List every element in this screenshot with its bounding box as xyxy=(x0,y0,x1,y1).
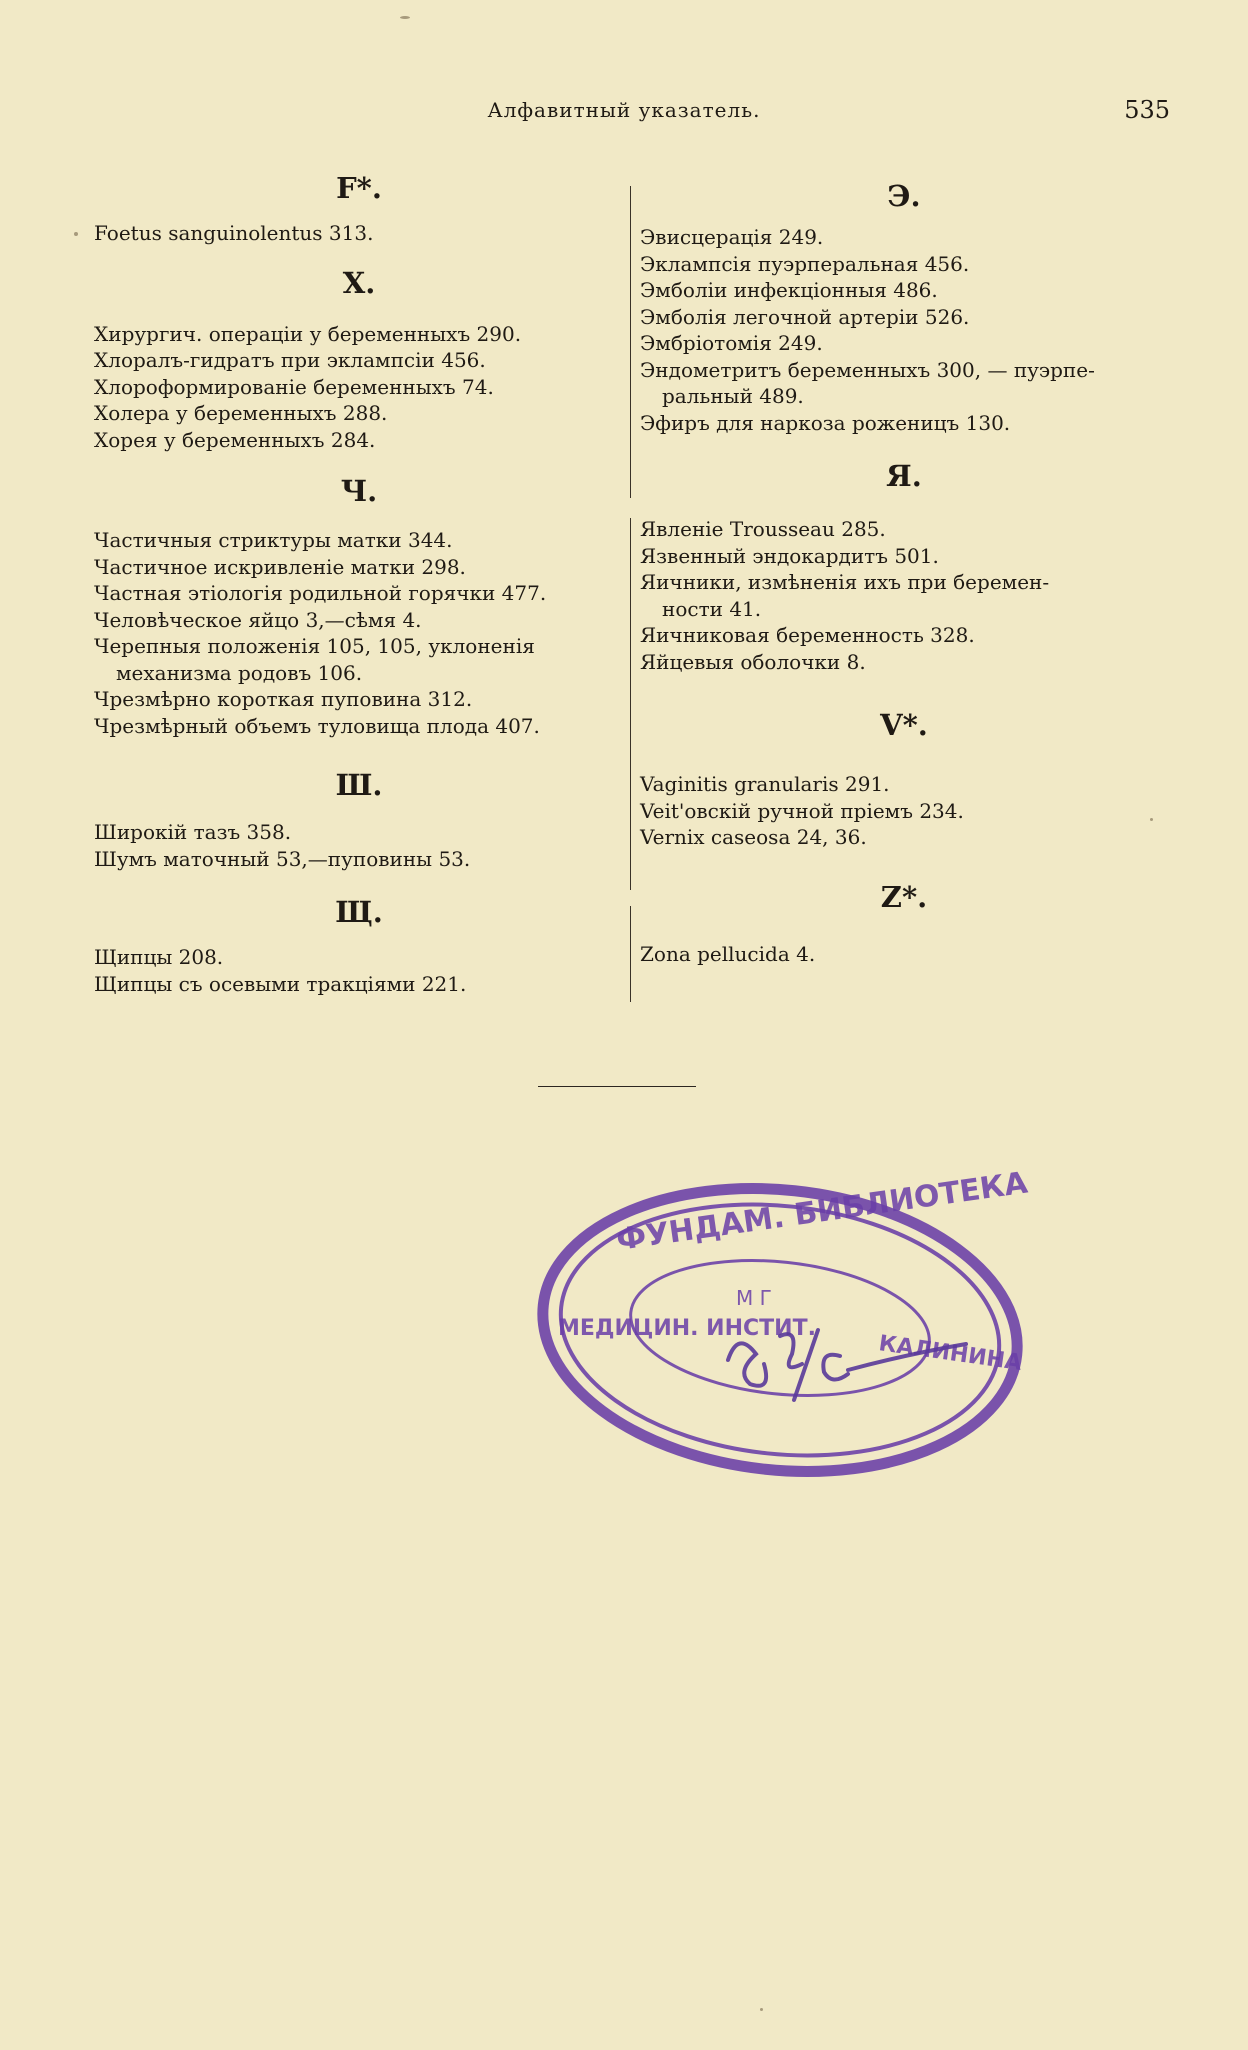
index-section xyxy=(94,259,624,454)
index-entry: Zona pellucida 4. xyxy=(640,941,816,966)
stamp-graphic xyxy=(518,1160,1038,1490)
index-entry: Чрезмѣрный объемъ туловища плода 407. xyxy=(94,713,540,738)
index-entry: Язвенный эндокардитъ 501. xyxy=(640,543,939,568)
index-entry: Эмболія легочной артеріи 526. xyxy=(640,304,970,329)
section-letter: V*. xyxy=(880,708,928,742)
column-divider xyxy=(630,186,631,498)
page-number: 535 xyxy=(1124,96,1170,124)
index-entry: Эмбріотомія 249. xyxy=(640,331,823,355)
svg-text:МЕДИЦИН. ИНСТИТ.: МЕДИЦИН. ИНСТИТ. xyxy=(558,1316,816,1341)
section-letter: F*. xyxy=(336,171,382,205)
index-section xyxy=(640,172,1168,436)
running-title: Алфавитный указатель. xyxy=(487,98,761,122)
index-section xyxy=(640,873,1168,968)
svg-text:КАЛИНИНА: КАЛИНИНА xyxy=(877,1331,1024,1376)
entry-list xyxy=(640,941,1168,968)
index-entry: Foetus sanguinolentus 313. xyxy=(94,221,374,245)
entry-list xyxy=(640,771,1168,851)
entry-list xyxy=(94,819,624,872)
paper-speck xyxy=(74,232,78,236)
entry-list xyxy=(94,944,624,997)
index-entry: механизма родовъ 106. xyxy=(116,660,363,685)
section-letter: Щ. xyxy=(335,895,383,929)
entry-list xyxy=(94,321,624,454)
index-entry: Яйцевыя оболочки 8. xyxy=(640,649,866,674)
index-entry: Частичныя стриктуры матки 344. xyxy=(94,528,453,552)
index-entry: ности 41. xyxy=(662,596,762,621)
svg-text:ФУНДАМ. БИБЛИОТЕКА: ФУНДАМ. БИБЛИОТЕКА xyxy=(614,1165,1030,1258)
index-entry: Явленіе Trousseau 285. xyxy=(640,517,886,541)
left-index-column xyxy=(94,162,624,997)
index-entry: Эндометритъ беременныхъ 300, — пуэрпе- xyxy=(640,357,1095,382)
section-letter: Я. xyxy=(886,459,922,493)
entry-list xyxy=(640,516,1168,675)
index-entry: Холера у беременныхъ 288. xyxy=(94,401,388,425)
index-section xyxy=(94,164,624,247)
index-section xyxy=(640,452,1168,675)
closing-rule xyxy=(538,1086,696,1087)
index-entry: Vaginitis granularis 291. xyxy=(640,772,890,796)
section-letter: X. xyxy=(342,265,376,300)
section-letter: Ш. xyxy=(335,768,383,802)
section-letter: Z*. xyxy=(880,879,928,914)
index-entry: Хирургич. операціи у беременныхъ 290. xyxy=(94,321,522,346)
index-entry: Эфиръ для наркоза роженицъ 130. xyxy=(640,410,1011,435)
entry-list xyxy=(94,220,624,247)
index-entry: Щипцы 208. xyxy=(94,945,224,969)
index-entry: Эклампсія пуэрперальная 456. xyxy=(640,251,970,276)
index-section xyxy=(640,701,1168,851)
entry-list xyxy=(640,224,1168,436)
index-entry: Veit'овскій ручной пріемъ 234. xyxy=(640,798,964,823)
section-letter: Э. xyxy=(887,179,921,213)
index-entry: Эвисцерація 249. xyxy=(640,225,824,249)
index-entry: Человѣческое яйцо 3,—сѣмя 4. xyxy=(94,607,422,632)
index-entry: Широкій тазъ 358. xyxy=(94,820,292,844)
paper-speck xyxy=(760,2008,763,2011)
index-entry: Частная этіологія родильной горячки 477. xyxy=(94,581,547,605)
index-entry: Чрезмѣрно короткая пуповина 312. xyxy=(94,687,473,711)
column-divider xyxy=(630,906,631,1002)
index-entry: Хлороформированіе беременныхъ 74. xyxy=(94,374,494,399)
svg-text:М Г: М Г xyxy=(736,1286,772,1310)
index-section xyxy=(94,888,624,997)
right-index-column xyxy=(640,162,1168,967)
paper-speck xyxy=(400,16,410,19)
library-stamp xyxy=(518,1160,1038,1490)
index-section xyxy=(94,467,624,739)
index-entry: Шумъ маточный 53,—пуповины 53. xyxy=(94,846,471,871)
index-entry: Частичное искривленіе матки 298. xyxy=(94,554,466,579)
column-divider xyxy=(630,518,631,890)
entry-list xyxy=(94,527,624,739)
page-header xyxy=(0,98,1248,132)
paper-speck xyxy=(1150,818,1153,821)
section-letter: Ч. xyxy=(340,474,378,508)
index-section xyxy=(94,761,624,872)
index-entry: Яичниковая беременность 328. xyxy=(640,623,975,647)
index-entry: Щипцы съ осевыми тракціями 221. xyxy=(94,971,467,996)
index-entry: Хорея у беременныхъ 284. xyxy=(94,427,376,452)
index-entry: Черепныя положенія 105, 105, уклоненія xyxy=(94,634,535,658)
index-entry: Яичники, измѣненія ихъ при беремен- xyxy=(640,570,1050,594)
index-entry: ральный 489. xyxy=(662,384,804,408)
index-entry: Vernix caseosa 24, 36. xyxy=(640,825,867,849)
index-entry: Эмболіи инфекціонныя 486. xyxy=(640,278,938,302)
index-entry: Хлоралъ-гидратъ при эклампсіи 456. xyxy=(94,348,486,372)
